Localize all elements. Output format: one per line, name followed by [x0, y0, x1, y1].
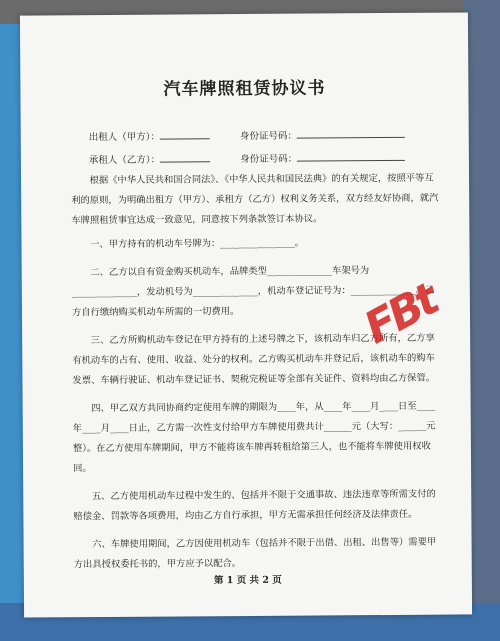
- lessor-label: 出租人（甲方）：: [88, 131, 161, 144]
- document-page: [20, 12, 472, 617]
- clause-3: 三、乙方所购机动车登记在甲方持有的上述号牌之下，该机动车归乙方所有，乙方享有机动车的占有、使用、收益、处分的权利。乙方购买机动车并登记后，该机动车的购车发票、车辆行驶证、机动车登记证书、契税完税证等全部有关证件、资料均由乙方保管。: [72, 332, 436, 387]
- clause-4: 四、甲乙双方共同协商约定使用车牌的期限为____年，从____年____月____日至____年____月____日止，乙方需一次性支付给甲方车牌使用费共计______元（大写：______元整）。在乙方使用车牌期间，甲方不能将该车牌再转租给第三人，也不能将车牌使用权收回。: [72, 400, 436, 475]
- lessor-id-blank: [297, 128, 405, 139]
- clause-1: 一、甲方持有的机动车号牌为：________________。: [90, 237, 304, 251]
- clause-2: 二、乙方以自有资金购买机动车，品牌类型______________车架号为______________，发动机号为______________，机动车登记证号为：______________。乙方自行缴纳购买机动车所需的一切费用。: [71, 265, 435, 319]
- lessee-id-blank: [297, 151, 405, 162]
- page-number: 第 1 页 共 2 页: [213, 574, 282, 587]
- lessor-id-label: 身份证号码：: [239, 130, 298, 143]
- clause-6: 六、车牌使用期间，乙方因使用机动车（包括并不限于出借、出租、出售等）需要甲方出具授权委托书的，甲方应予以配合。: [73, 536, 437, 571]
- agreement-body: [71, 169, 445, 576]
- lessee-label: 承租人（乙方）：: [88, 154, 161, 167]
- page-title: 汽车牌照租赁协议书: [163, 78, 326, 100]
- clause-5: 五、乙方使用机动车过程中发生的、包括并不限于交通事故、违法违章等所需支付的赔偿金、罚款等各项费用，均由乙方自行承担，甲方无需承担任何经济及法律责任。: [73, 488, 436, 523]
- handwritten-annotation: FBt: [356, 274, 445, 355]
- intro-paragraph: 根据《中华人民共和国合同法》、《中华人民共和国民法典》的有关规定，按照平等互利的原则，为明确出租方（甲方）、承租方（乙方）权利义务关系，双方经友好协商，就汽车牌照租赁事宜达成一致意见，同意按下列条款签订本协议。: [71, 172, 439, 227]
- lessee-name-blank: [160, 152, 210, 162]
- lessor-line: [89, 127, 405, 143]
- lessee-line: [89, 150, 405, 166]
- lessee-id-label: 身份证号码：: [240, 153, 298, 166]
- lessor-name-blank: [160, 129, 210, 139]
